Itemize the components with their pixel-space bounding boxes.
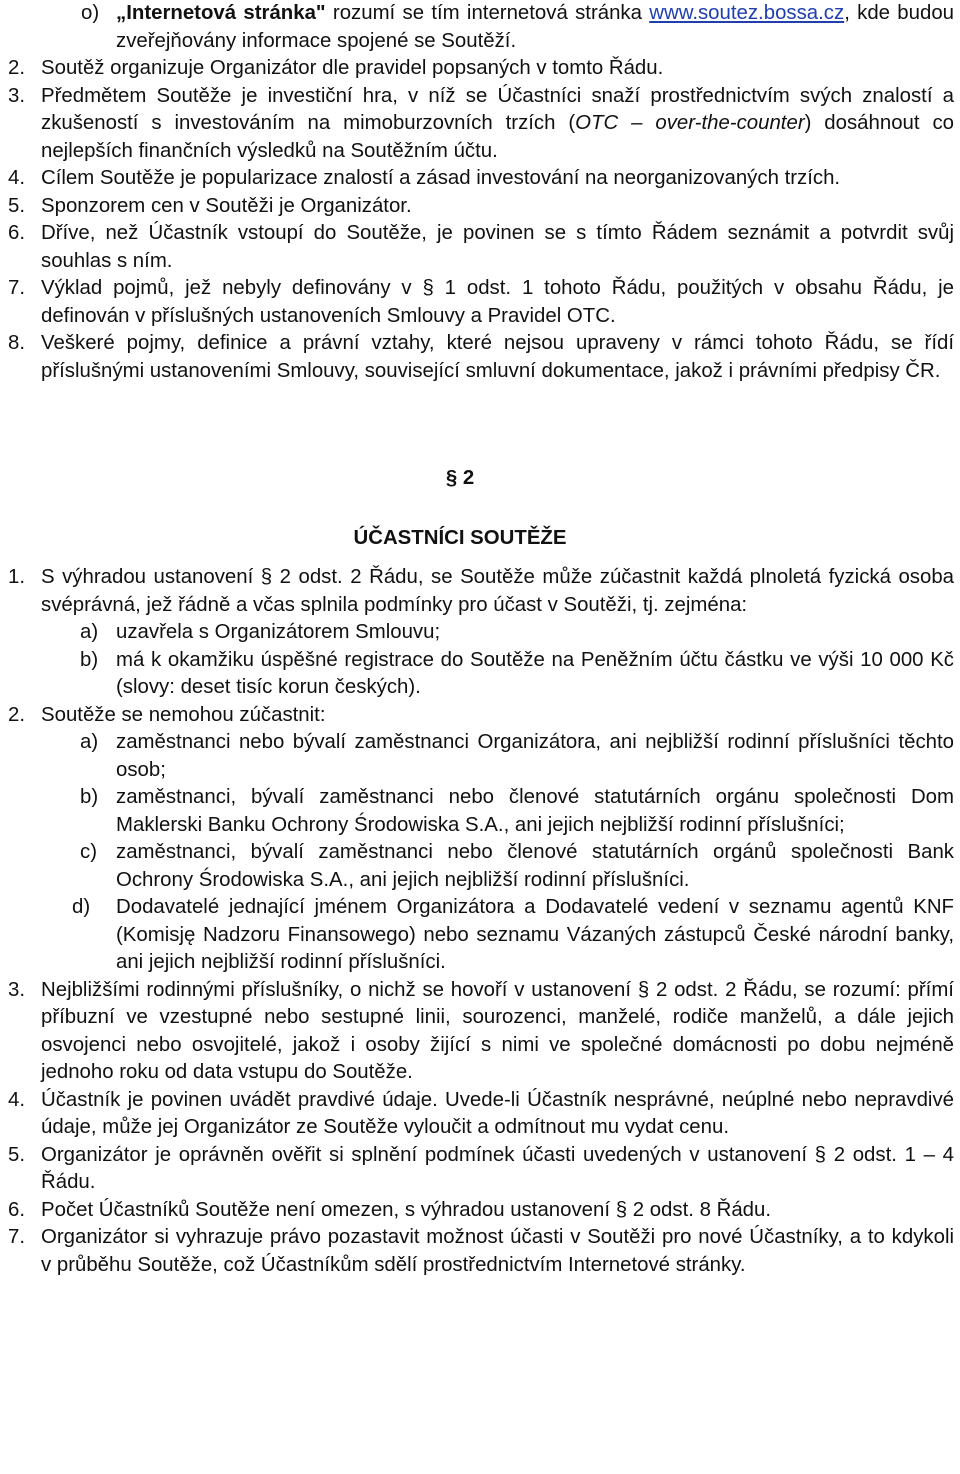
item-text: Účastník je povinen uvádět pravdivé údaje. Uvede-li Účastník nesprávné, neúplné nebo nepravdivé údaje, může jej Organizátor ze Soutěže vyloučit a odmítnout mu vydat cenu. — [41, 1088, 954, 1138]
sub-item-letter: c) — [80, 841, 97, 863]
paragraph-reference: § 1 odst. 1 — [422, 277, 534, 299]
sub-item-letter: b) — [80, 648, 99, 671]
item-number: 1. — [8, 566, 26, 588]
item-number: 4. — [8, 1088, 26, 1111]
sub-item — [0, 894, 960, 977]
sub-item-text: zaměstnanci nebo bývalí zaměstnanci Organizátora, ani nejbližší rodinní příslušníci těchto osob; — [116, 731, 954, 781]
sub-item-text: zaměstnanci, bývalí zaměstnanci nebo členové statutárních orgánu společnosti Dom Maklerski Banku Ochrony Środowiska S.A., ani jejich nejbližší rodinní příslušníci; — [116, 786, 954, 836]
paragraph-reference: § 2 odst. 2 — [260, 566, 362, 588]
item-number: 2. — [8, 703, 26, 726]
sub-item-letter: d) — [72, 896, 91, 918]
sub-item — [0, 619, 960, 647]
sub-item-letter: a) — [80, 621, 99, 643]
sub-item — [0, 647, 960, 702]
list-item — [0, 55, 960, 83]
paragraph-reference: § 2 odst. 2 — [637, 978, 737, 1001]
item-text: Cílem Soutěže je popularizace znalostí a zásad investování na neorganizovaných trzích. — [41, 167, 841, 189]
item-number: 6. — [8, 222, 26, 244]
sub-item-letter: a) — [80, 731, 99, 753]
section-title: ÚČASTNÍCI SOUTĚŽE — [353, 526, 567, 549]
item-number: 5. — [8, 194, 26, 217]
list-item — [0, 83, 960, 166]
item-number: 2. — [8, 57, 26, 79]
list-item — [0, 220, 960, 275]
item-text: „Internetová stránka" rozumí se tím internetová stránka www.soutez.bossa.cz, kde budou zveřejňovány informace spojené se Soutěží. — [116, 2, 955, 52]
list-item — [0, 165, 960, 193]
item-text: Organizátor je oprávněn ověřit si splnění podmínek účasti uvedených v ustanovení § 2 odst. 1 – 4 Řádu. — [41, 1143, 954, 1193]
item-number: 7. — [8, 277, 26, 299]
item-text: Nejbližšími rodinnými příslušníky, o nichž se hovoří v ustanovení § 2 odst. 2 Řádu, se rozumí: přímí příbuzní ve vzestupné nebo sestupné linii, sourozenci, manželé, rodiče manželů, a dále jejich osvojenci nebo osvojitelé, jakož i osoby žijící s nimi ve společné domácnosti po dobu nejméně jednoho roku od data vstupu do Soutěže. — [41, 978, 954, 1083]
sub-item-letter: b) — [80, 786, 99, 808]
sub-item-text: Dodavatelé jednající jménem Organizátora a Dodavatelé vedení v seznamu agentů KNF (Komisję Nadzoru Finansowego) nebo seznamu Vázaných zástupců České národní banky, ani jejich nejbližší rodinní příslušníci. — [116, 896, 954, 973]
list-item — [0, 1087, 960, 1142]
item-number: 3. — [8, 978, 26, 1001]
item-text: Sponzorem cen v Soutěži je Organizátor. — [41, 194, 412, 217]
item-number: 8. — [8, 332, 26, 354]
list-item — [0, 977, 960, 1087]
definition-item-o — [0, 0, 960, 55]
item-number: 3. — [8, 84, 26, 107]
section-paragraph-symbol: § 2 — [445, 467, 475, 489]
item-text: Dříve, než Účastník vstoupí do Soutěže, je povinen se s tímto Řádem seznámit a potvrdit svůj souhlas s ním. — [41, 222, 954, 272]
term-internetova-stranka: „Internetová stránka" — [116, 2, 326, 24]
item-label: o) — [81, 2, 100, 24]
otc-term: OTC – over-the-counter — [575, 112, 805, 134]
item-number: 5. — [8, 1143, 26, 1166]
paragraph-reference: § 2 odst. 8 — [615, 1198, 711, 1221]
item-number: 4. — [8, 167, 26, 189]
list-item — [0, 1142, 960, 1197]
paragraph-reference: § 2 odst. 1 – 4 — [814, 1143, 954, 1166]
website-link[interactable]: www.soutez.bossa.cz — [649, 2, 845, 24]
list-item — [0, 702, 960, 730]
item-text: Výklad pojmů, jež nebyly definovány v § 1 odst. 1 tohoto Řádu, použitých v obsahu Řádu, je definován v příslušných ustanoveních Smlouvy a Pravidel OTC. — [41, 277, 954, 327]
item-text: Počet Účastníků Soutěže není omezen, s výhradou ustanovení § 2 odst. 8 Řádu. — [41, 1198, 771, 1221]
list-item — [0, 564, 960, 619]
item-number: 7. — [8, 1226, 26, 1248]
list-item — [0, 330, 960, 385]
item-text: Soutěže se nemohou zúčastnit: — [41, 703, 326, 726]
list-item — [0, 193, 960, 221]
list-item — [0, 1197, 960, 1225]
sub-item — [0, 784, 960, 839]
item-text: Soutěž organizuje Organizátor dle pravidel popsaných v tomto Řádu. — [41, 57, 664, 79]
item-text: Veškeré pojmy, definice a právní vztahy, které nejsou upraveny v rámci tohoto Řádu, se řídí příslušnými ustanoveními Smlouvy, související smluvní dokumentace, jakož i právními předpisy ČR. — [41, 332, 954, 382]
item-text: S výhradou ustanovení § 2 odst. 2 Řádu, se Soutěže může zúčastnit každá plnoletá fyzická osoba svéprávná, jež řádně a včas splnila podmínky pro účast v Soutěži, tj. zejména: — [41, 566, 955, 616]
sub-item-text: uzavřela s Organizátorem Smlouvu; — [116, 621, 441, 643]
sub-item-text: má k okamžiku úspěšné registrace do Soutěže na Peněžním účtu částku ve výši 10 000 Kč (slovy: deset tisíc korun českých). — [116, 648, 954, 698]
item-text: Předmětem Soutěže je investiční hra, v níž se Účastníci snaží prostřednictvím svých znalostí a zkušeností s investováním na mimoburzovních trzích (OTC – over-the-counter) dosáhnout co nejlepších finančních výsledků na Soutěžním účtu. — [41, 84, 954, 162]
sub-item-text: zaměstnanci, bývalí zaměstnanci nebo členové statutárních orgánů společnosti Bank Ochrony Środowiska S.A., ani jejich nejbližší rodinní příslušníci. — [116, 841, 954, 891]
sub-item — [0, 729, 960, 784]
list-item — [0, 275, 960, 330]
item-number: 6. — [8, 1198, 26, 1221]
item-text: Organizátor si vyhrazuje právo pozastavit možnost účasti v Soutěži pro nové Účastníky, a to kdykoli v průběhu Soutěže, což Účastníkům sdělí prostřednictvím Internetové stránky. — [41, 1226, 954, 1276]
list-item — [0, 1224, 960, 1279]
sub-item — [0, 839, 960, 894]
